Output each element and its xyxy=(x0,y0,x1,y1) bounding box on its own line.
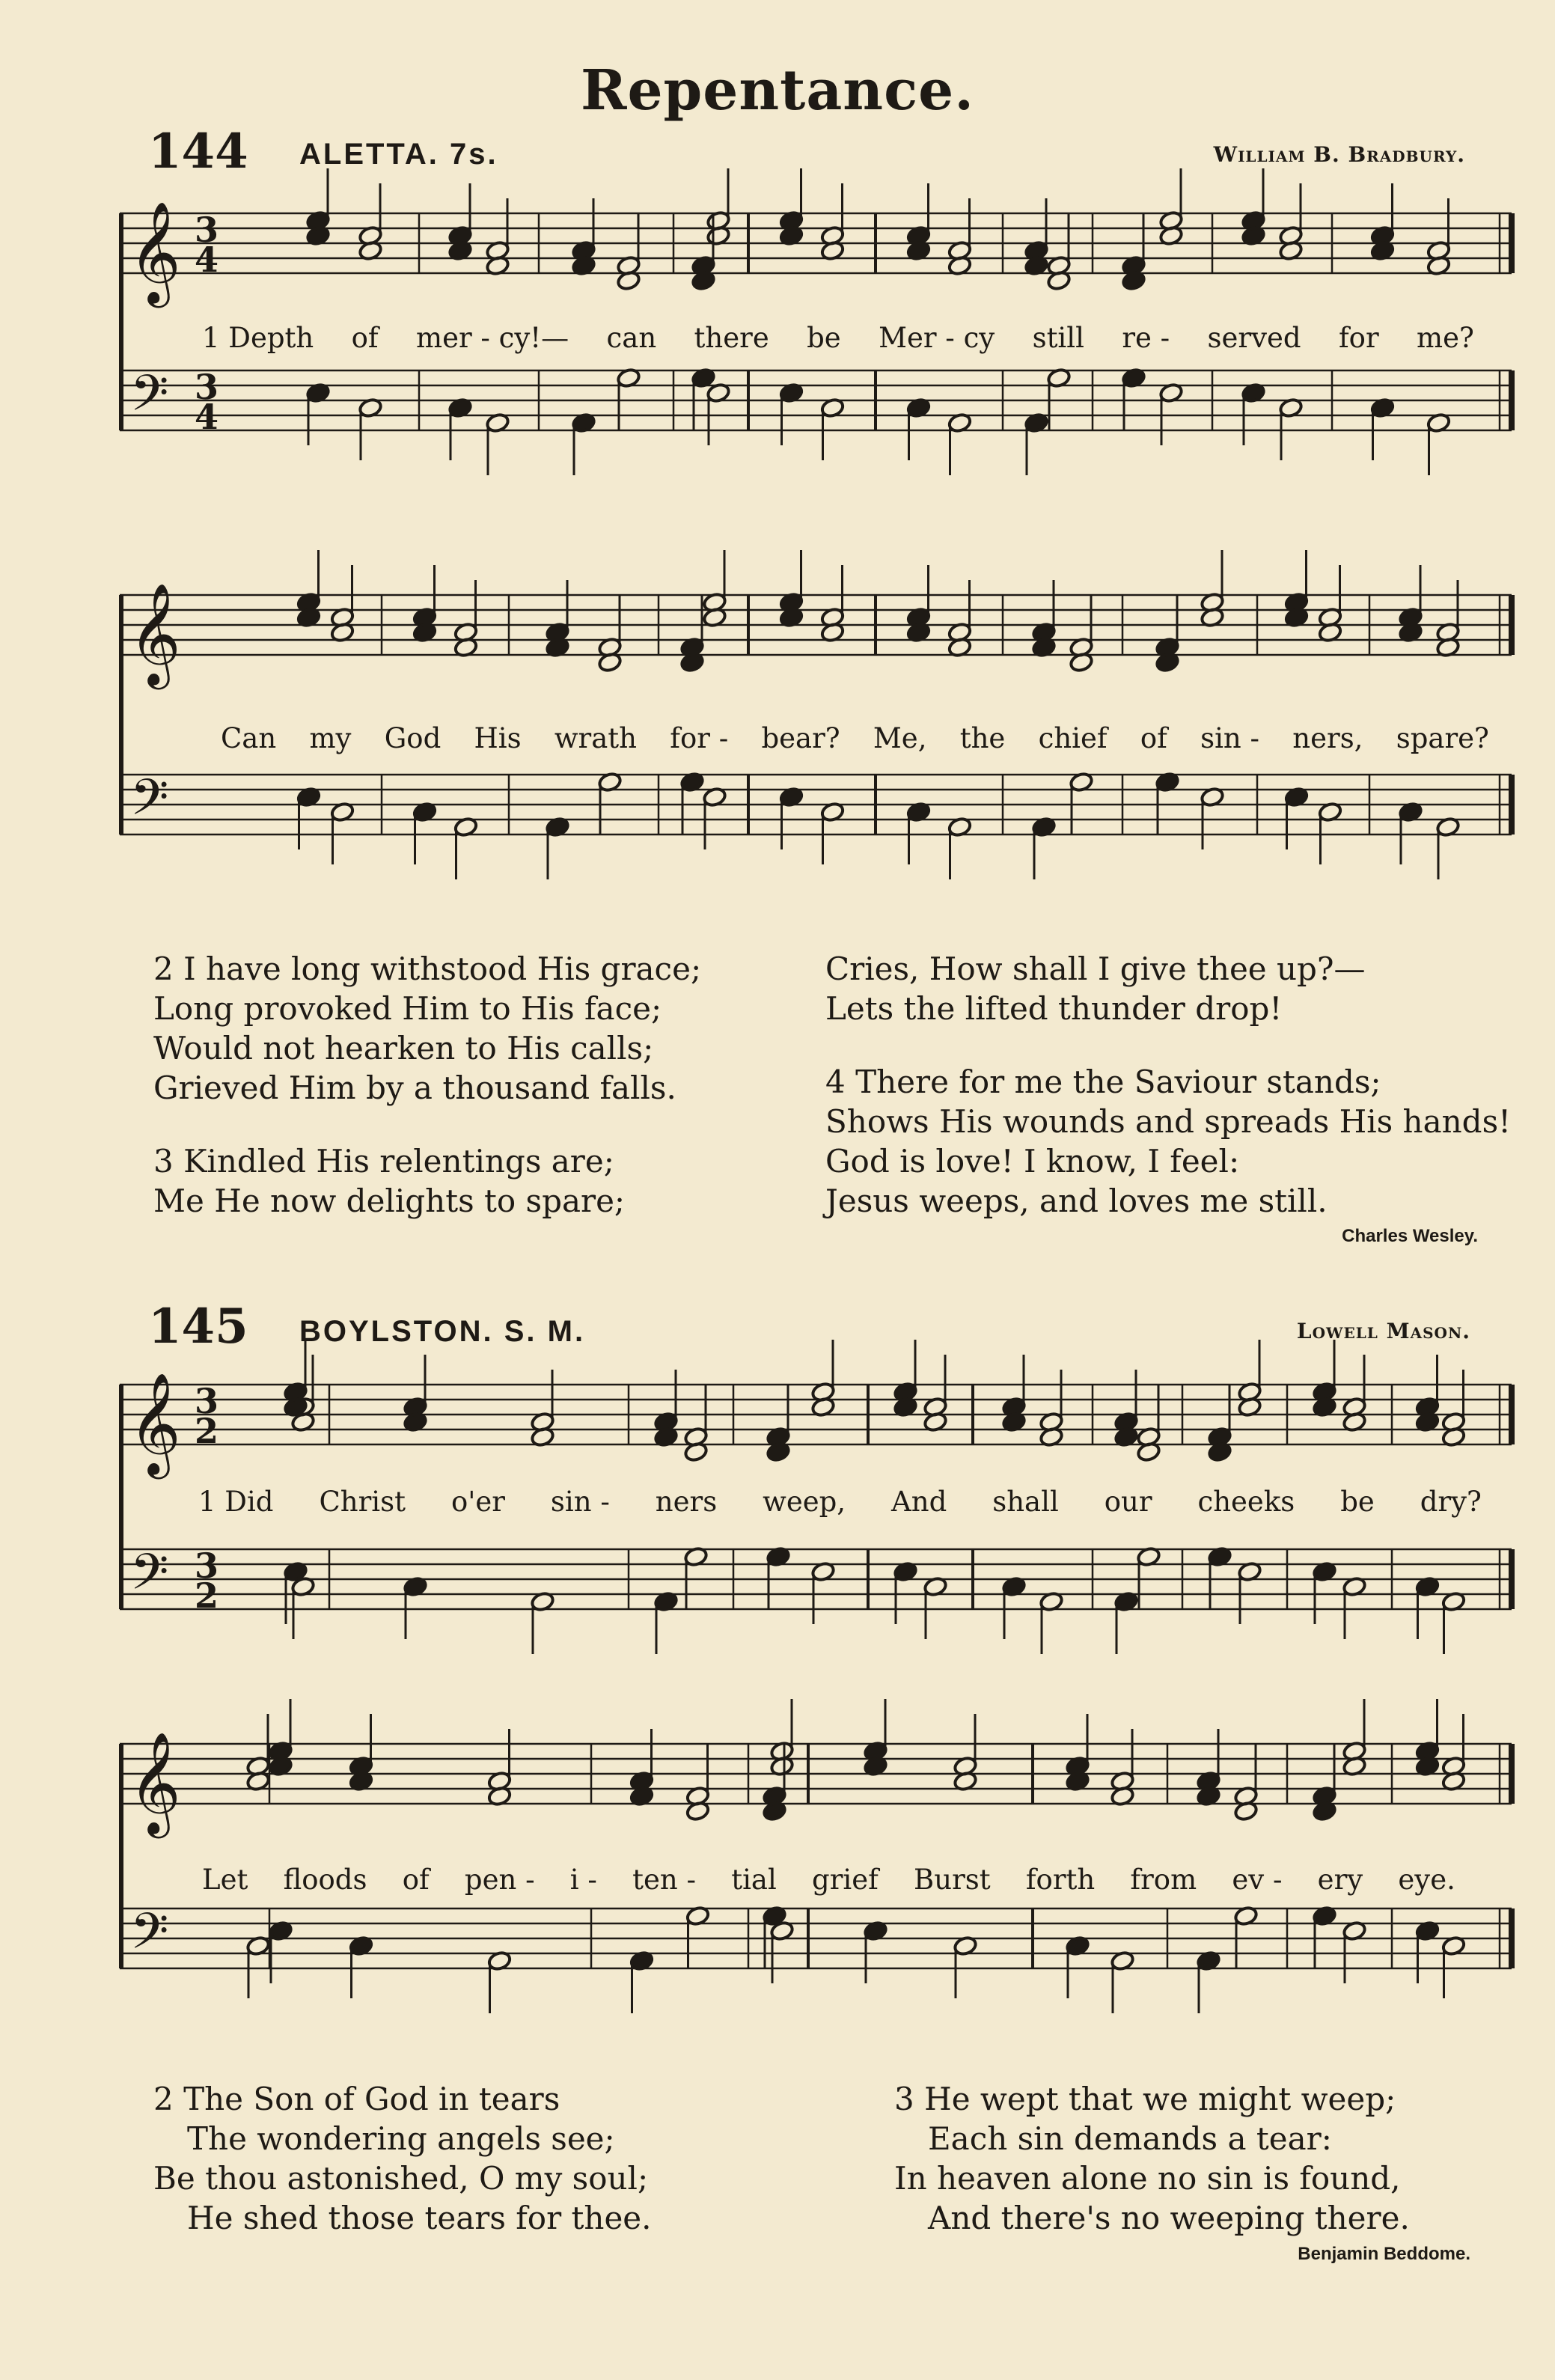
svg-text:𝄞: 𝄞 xyxy=(129,1371,181,1474)
verse-column-left: 2 I have long withstood His grace; Long provoked Him to His face; Would not hearken to His calls; Grieved Him by a thousand falls. 3 Kindled His relentings are; Me He now delights to spare; xyxy=(153,951,702,1219)
svg-text:3: 3 xyxy=(195,367,219,407)
svg-text:𝄢: 𝄢 xyxy=(130,769,169,838)
lyrics-line: 1 Depth of mer - cy!— can there be Mer - cy still re - served for me? xyxy=(202,322,1474,354)
svg-text:𝄞: 𝄞 xyxy=(129,1730,181,1834)
music-staff xyxy=(120,1362,1519,1691)
svg-text:4: 4 xyxy=(195,397,219,437)
svg-text:2: 2 xyxy=(195,1411,219,1451)
lyrics-line: Can my God His wrath for - bear? Me, the chief of sin - ners, spare? xyxy=(221,722,1489,754)
lyrics-line: 1 Did Christ o'er sin - ners weep, And shall our cheeks be dry? xyxy=(198,1486,1482,1518)
composer-name: Lowell Mason. xyxy=(1296,1319,1470,1343)
svg-text:𝄢: 𝄢 xyxy=(130,1903,169,1972)
svg-text:3: 3 xyxy=(195,1546,219,1586)
hymn-number: 145 xyxy=(148,1299,248,1355)
svg-text:𝄢: 𝄢 xyxy=(130,1543,169,1613)
svg-text:𝄢: 𝄢 xyxy=(130,364,169,434)
verse-column-left: 2 The Son of God in tears The wondering angels see; Be thou astonished, O my soul; He shed those tears for thee. xyxy=(153,2081,652,2236)
tune-name: BOYLSTON. S. M. xyxy=(299,1315,586,1348)
author-credit: Charles Wesley. xyxy=(1342,1226,1478,1246)
tune-name: ALETTA. 7s. xyxy=(299,138,498,171)
composer-name: William B. Bradbury. xyxy=(1213,142,1465,167)
page-title: Repentance. xyxy=(580,58,975,123)
verse-column-right: Cries, How shall I give thee up?— Lets the lifted thunder drop! 4 There for me the Saviour stands; Shows His wounds and spreads His hands! God is love! I know, I feel: Jesus weeps, and loves me still. xyxy=(825,951,1512,1219)
svg-text:𝄞: 𝄞 xyxy=(129,582,181,685)
hymn-number: 144 xyxy=(148,123,248,180)
lyrics-line: Let floods of pen - i - ten - tial grief Burst forth from ev - ery eye. xyxy=(202,1864,1455,1896)
verse-column-right: 3 He wept that we might weep; Each sin demands a tear: In heaven alone no sin is found, And there's no weeping there. xyxy=(894,2081,1410,2236)
svg-text:3: 3 xyxy=(195,1381,219,1421)
svg-text:2: 2 xyxy=(195,1575,219,1616)
author-credit: Benjamin Beddome. xyxy=(1298,2244,1470,2264)
svg-text:𝄞: 𝄞 xyxy=(129,200,181,303)
svg-text:4: 4 xyxy=(195,239,219,280)
svg-text:3: 3 xyxy=(195,210,219,250)
